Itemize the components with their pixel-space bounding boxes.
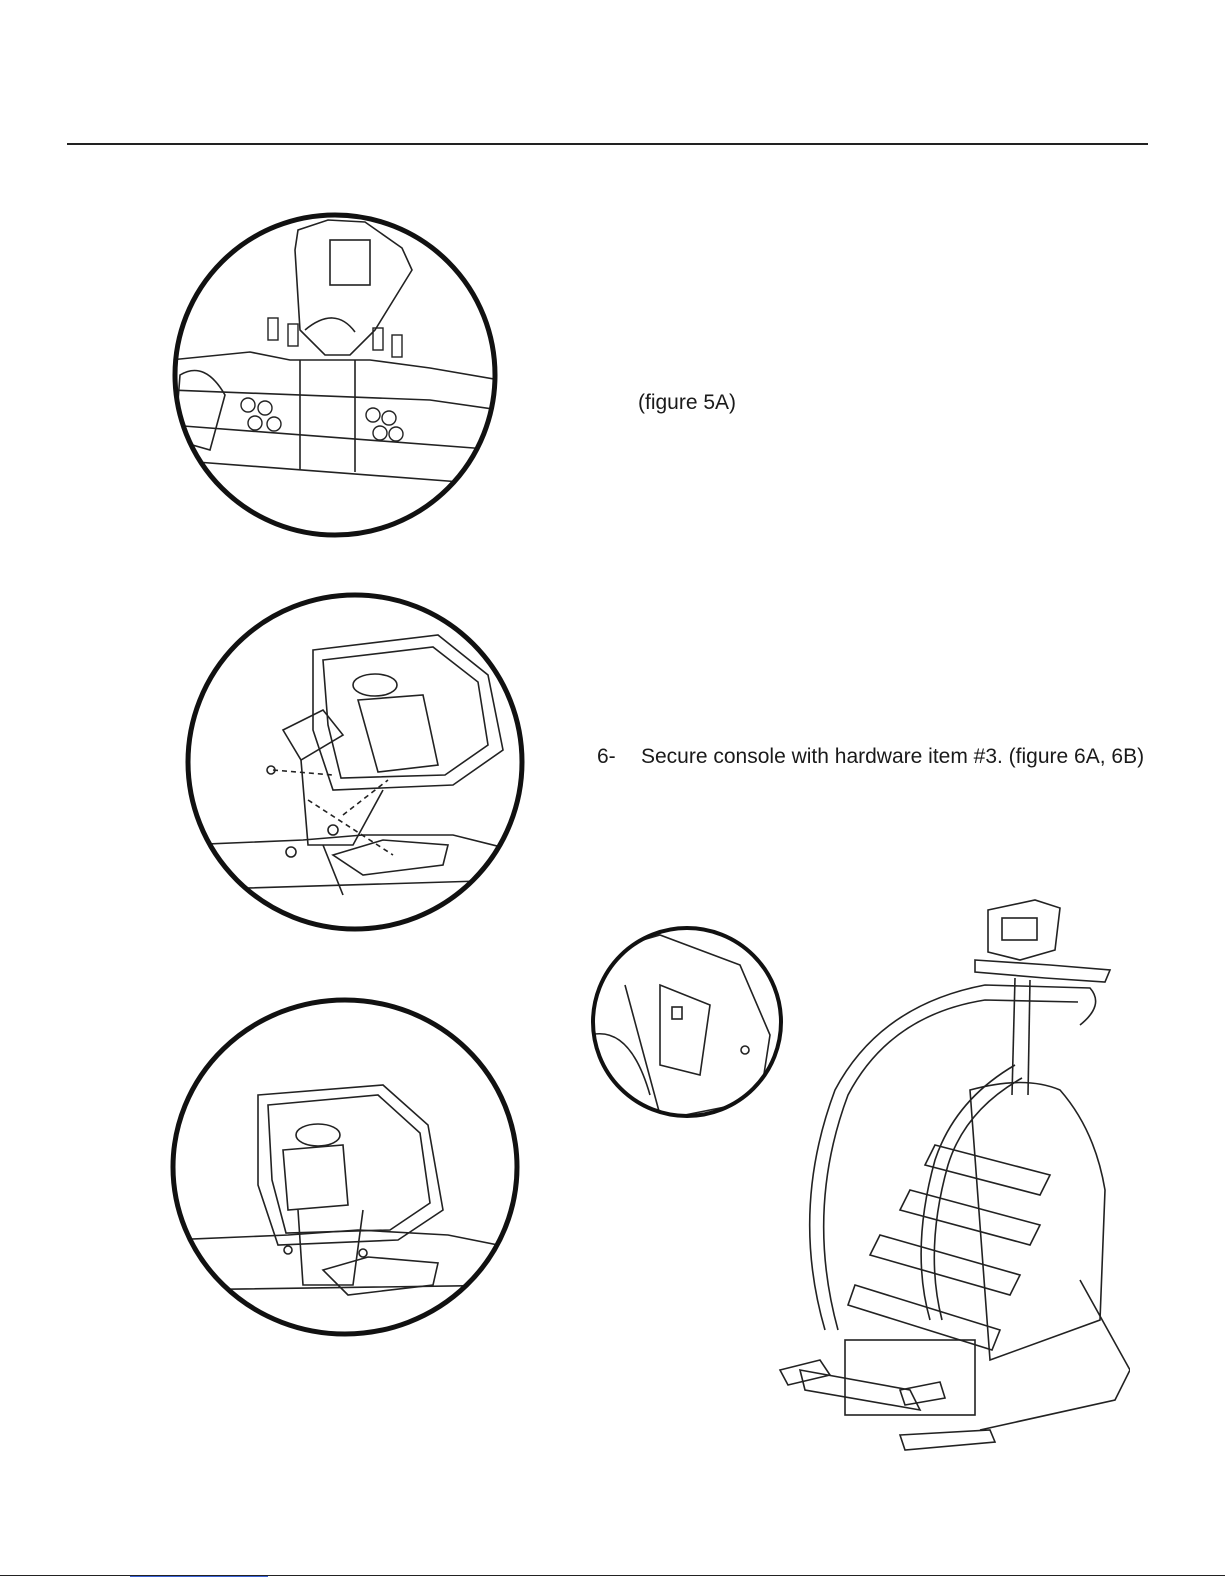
header-rule [67, 143, 1148, 145]
figure-5a-illustration [170, 210, 500, 540]
figure-6a-illustration [183, 590, 528, 935]
step-6-instruction [597, 745, 1144, 769]
stair-climber-illustration [760, 890, 1130, 1470]
step-number: 6- [597, 745, 616, 768]
detail-inset-illustration [590, 925, 785, 1120]
footer-link-underline [130, 1576, 268, 1577]
step-text: Secure console with hardware item #3. (figure 6A, 6B) [641, 745, 1145, 768]
figure-5a-caption: (figure 5A) [638, 391, 737, 414]
figure-6b-illustration [168, 995, 523, 1340]
